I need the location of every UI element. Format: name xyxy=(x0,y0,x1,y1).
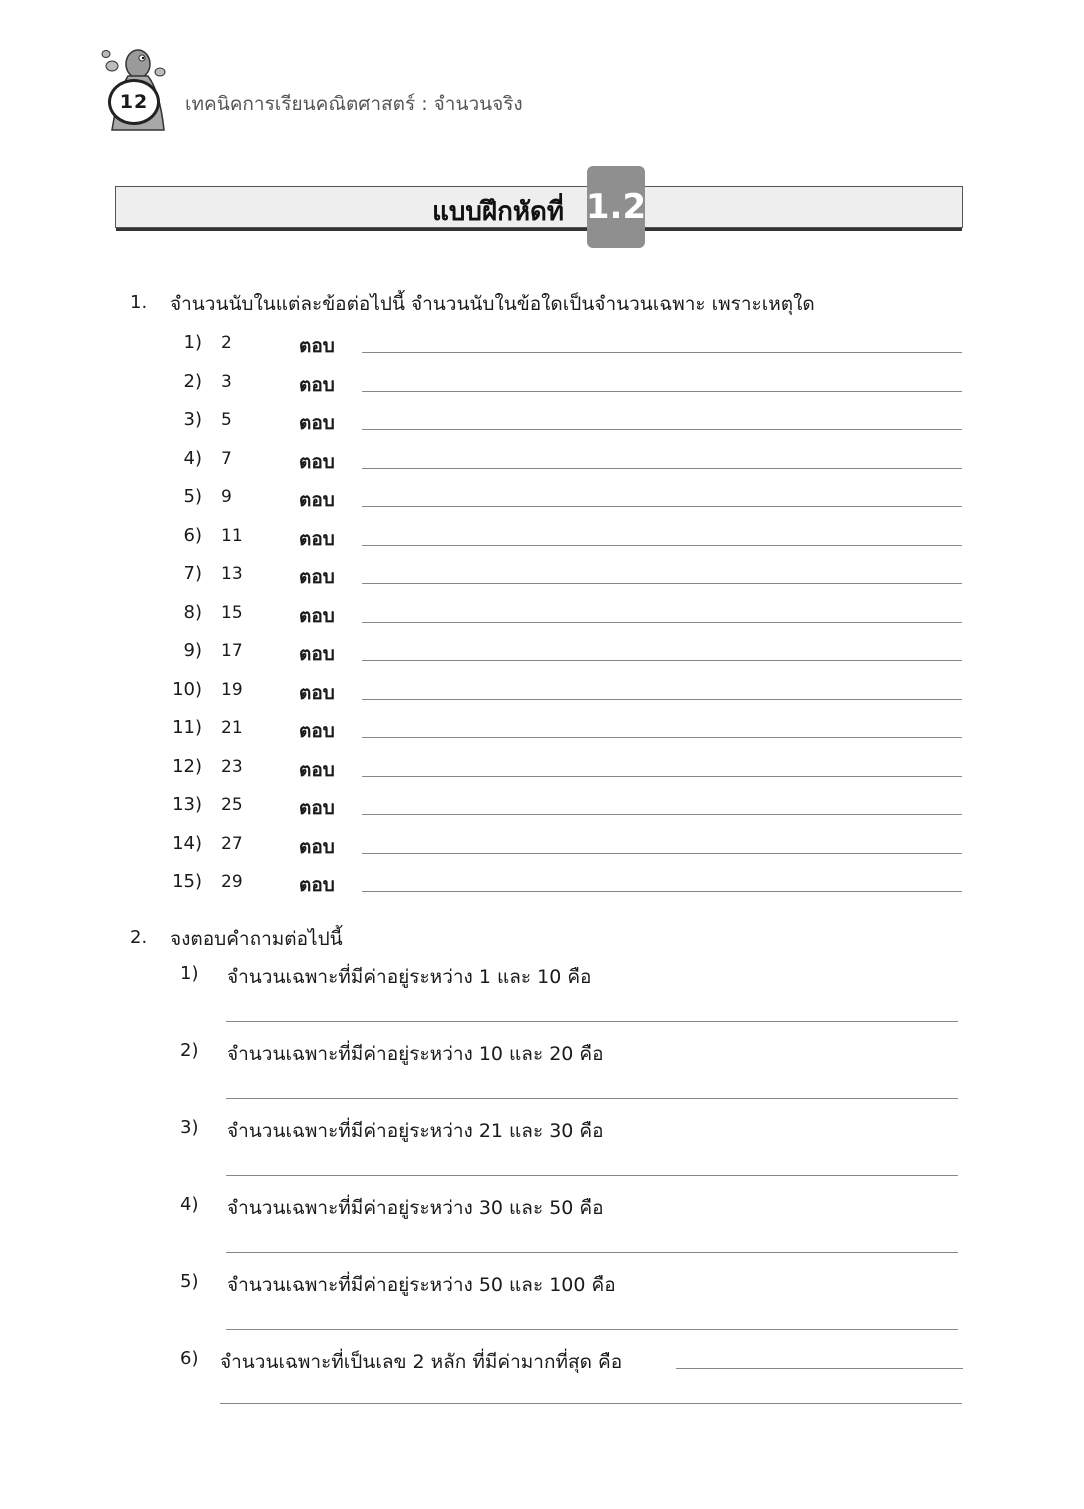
question-2-number: 2. xyxy=(130,927,148,948)
item-number: 7) xyxy=(183,563,202,584)
item-value: 11 xyxy=(221,525,243,546)
item-value: 2 xyxy=(221,333,232,353)
exercise-title: แบบฝึกหัดที่ xyxy=(432,197,564,227)
item-value: 25 xyxy=(221,795,243,815)
answer-label: ตอบ xyxy=(299,335,335,357)
sub-question-text: จำนวนเฉพาะที่มีค่าอยู่ระหว่าง 21 และ 30 คือ xyxy=(227,1120,604,1142)
sub-question-text: จำนวนเฉพาะที่เป็นเลข 2 หลัก ที่มีค่ามากที่สุด คือ xyxy=(220,1351,623,1373)
answer-label: ตอบ xyxy=(299,681,335,704)
answer-label: ตอบ xyxy=(299,720,335,742)
sub-question-number: 5) xyxy=(180,1271,199,1292)
answer-line[interactable] xyxy=(226,1329,958,1330)
item-value: 3 xyxy=(221,371,232,392)
answer-line[interactable] xyxy=(362,699,962,700)
item-value: 23 xyxy=(221,756,243,777)
item-number: 6) xyxy=(183,524,202,546)
item-number: 13) xyxy=(172,794,202,815)
answer-line[interactable] xyxy=(362,352,962,353)
answer-line[interactable] xyxy=(362,737,962,738)
answer-label: ตอบ xyxy=(299,643,335,665)
answer-line[interactable] xyxy=(362,891,962,892)
answer-line[interactable] xyxy=(362,391,962,392)
answer-label: ตอบ xyxy=(299,797,335,819)
sub-question-text: จำนวนเฉพาะที่มีค่าอยู่ระหว่าง 1 และ 10 คือ xyxy=(227,966,592,988)
answer-line[interactable] xyxy=(362,853,962,854)
question-1-number: 1. xyxy=(130,292,148,313)
item-number: 10) xyxy=(172,678,202,700)
sub-question-number: 2) xyxy=(180,1040,199,1061)
item-value: 5 xyxy=(221,410,232,430)
item-value: 27 xyxy=(221,833,243,854)
answer-line[interactable] xyxy=(362,622,962,623)
item-value: 19 xyxy=(221,679,243,700)
sub-question-text: จำนวนเฉพาะที่มีค่าอยู่ระหว่าง 30 และ 50 คือ xyxy=(227,1197,604,1219)
exercise-banner xyxy=(115,186,963,228)
answer-label: ตอบ xyxy=(299,566,335,588)
item-number: 9) xyxy=(183,640,202,661)
answer-line[interactable] xyxy=(362,506,962,507)
answer-line[interactable] xyxy=(226,1021,958,1022)
page-number: 12 xyxy=(108,79,160,125)
answer-line[interactable] xyxy=(362,545,962,546)
item-value: 9 xyxy=(221,487,232,507)
item-value: 21 xyxy=(221,718,243,738)
question-2-text: จงตอบคำถามต่อไปนี้ xyxy=(170,928,343,950)
item-number: 1) xyxy=(183,332,202,353)
item-value: 15 xyxy=(221,602,243,623)
answer-label: ตอบ xyxy=(299,874,335,896)
item-number: 11) xyxy=(172,717,202,738)
item-value: 29 xyxy=(221,872,243,892)
item-number: 14) xyxy=(172,832,202,854)
answer-line[interactable] xyxy=(226,1098,958,1099)
exercise-number-badge: 1.2 xyxy=(587,166,645,248)
sub-question-number: 3) xyxy=(180,1117,199,1138)
sub-question-number: 4) xyxy=(180,1194,199,1215)
sub-question-number: 1) xyxy=(180,963,199,984)
item-number: 3) xyxy=(183,409,202,430)
item-value: 13 xyxy=(221,564,243,584)
answer-line[interactable] xyxy=(226,1175,958,1176)
answer-line[interactable] xyxy=(362,814,962,815)
answer-line[interactable] xyxy=(676,1368,963,1369)
item-value: 17 xyxy=(221,641,243,661)
item-number: 2) xyxy=(183,370,202,392)
answer-label: ตอบ xyxy=(299,450,335,473)
answer-line[interactable] xyxy=(362,660,962,661)
answer-label: ตอบ xyxy=(299,412,335,434)
answer-label: ตอบ xyxy=(299,758,335,781)
answer-line[interactable] xyxy=(362,429,962,430)
answer-line[interactable] xyxy=(362,776,962,777)
answer-label: ตอบ xyxy=(299,527,335,550)
sub-question-text: จำนวนเฉพาะที่มีค่าอยู่ระหว่าง 50 และ 100 คือ xyxy=(227,1274,616,1296)
sub-question-text: จำนวนเฉพาะที่มีค่าอยู่ระหว่าง 10 และ 20 คือ xyxy=(227,1043,604,1065)
item-value: 7 xyxy=(221,448,232,469)
answer-line[interactable] xyxy=(362,468,962,469)
answer-line[interactable] xyxy=(362,583,962,584)
answer-line[interactable] xyxy=(226,1252,958,1253)
answer-label: ตอบ xyxy=(299,835,335,858)
answer-line[interactable] xyxy=(220,1403,962,1404)
item-number: 8) xyxy=(183,601,202,623)
question-1-text: จำนวนนับในแต่ละข้อต่อไปนี้ จำนวนนับในข้อใดเป็นจำนวนเฉพาะ เพราะเหตุใด xyxy=(170,293,815,315)
item-number: 4) xyxy=(183,447,202,469)
answer-label: ตอบ xyxy=(299,604,335,627)
running-title: เทคนิคการเรียนคณิตศาสตร์ : จำนวนจริง xyxy=(185,93,523,115)
answer-label: ตอบ xyxy=(299,373,335,396)
item-number: 15) xyxy=(172,871,202,892)
item-number: 12) xyxy=(172,755,202,777)
item-number: 5) xyxy=(183,486,202,507)
sub-question-number: 6) xyxy=(180,1348,199,1369)
answer-label: ตอบ xyxy=(299,489,335,511)
